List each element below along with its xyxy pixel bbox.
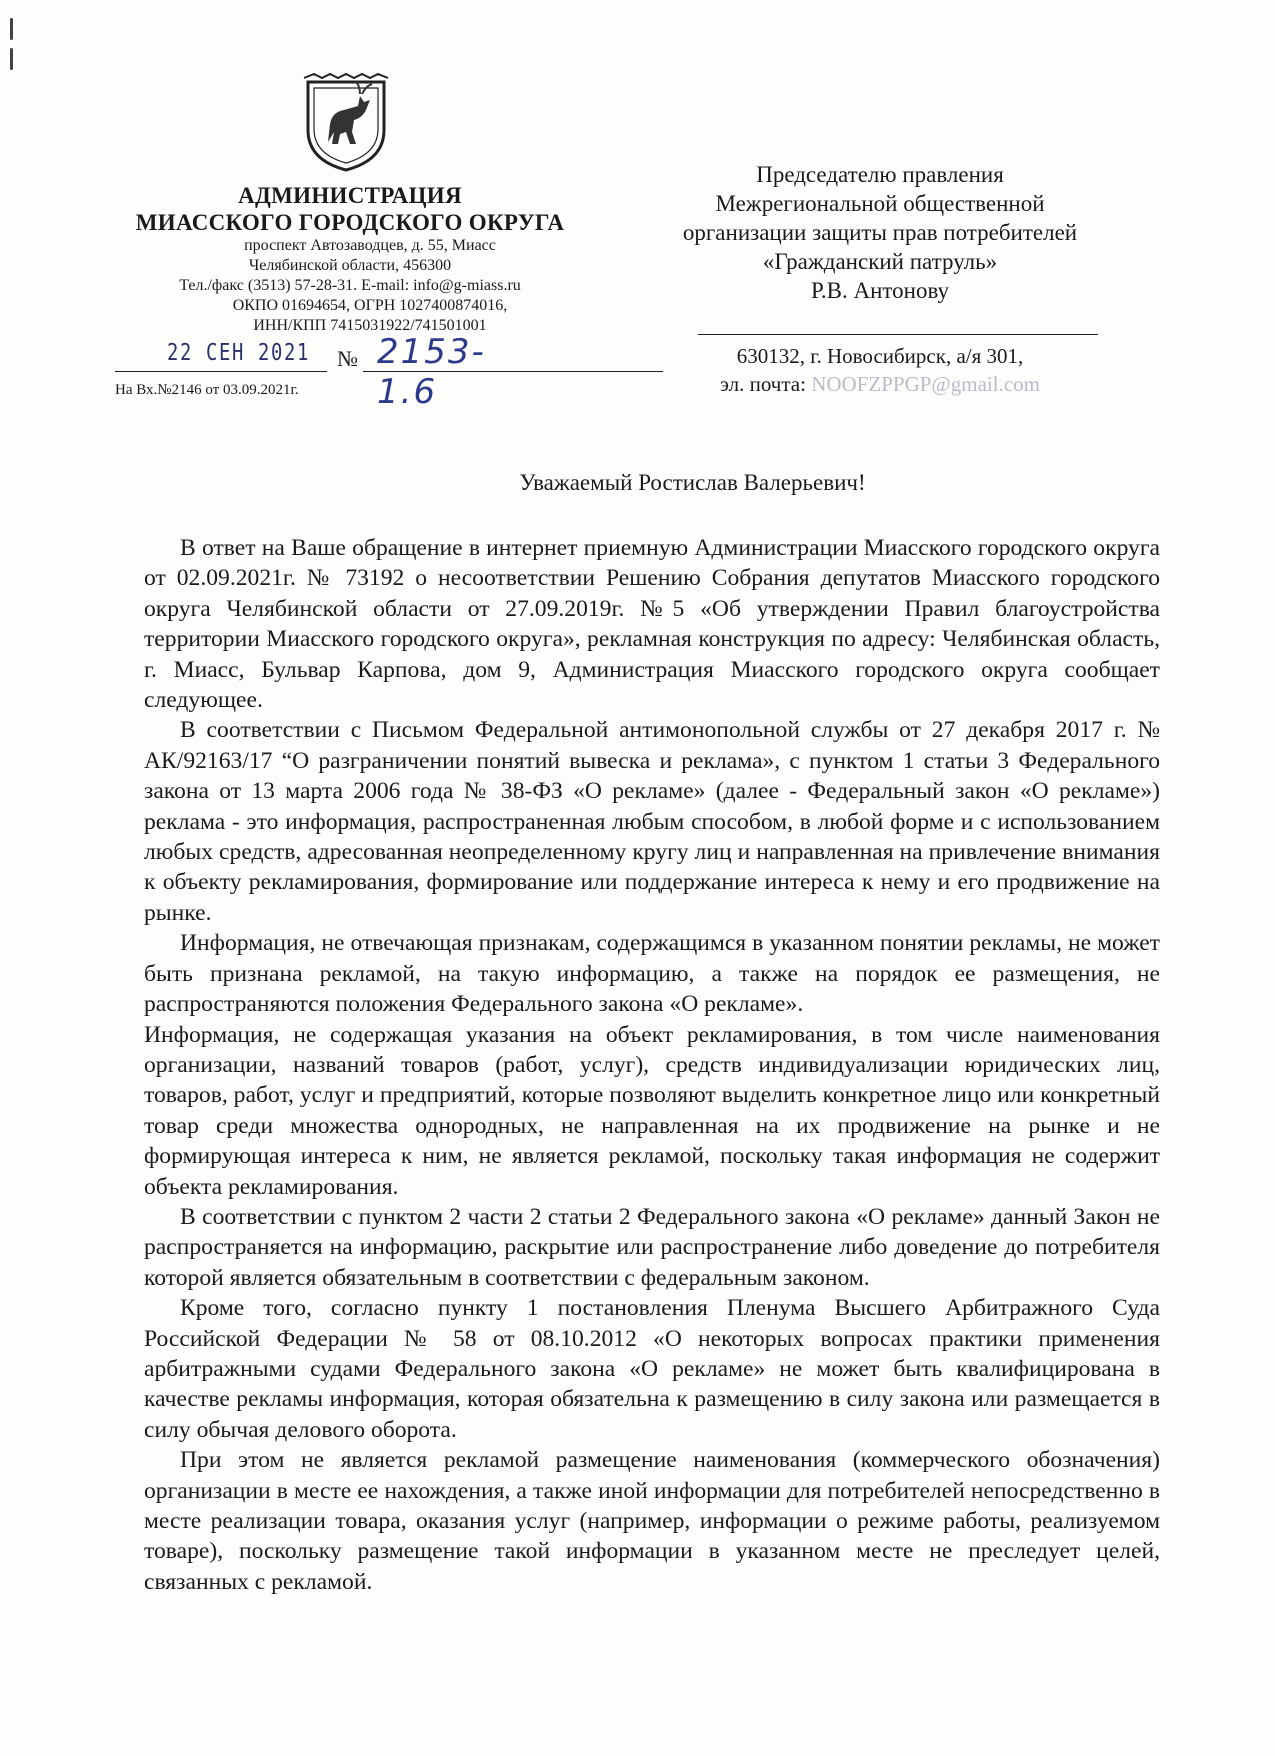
addressee-line: «Гражданский патруль» <box>762 249 998 274</box>
sender-address: Челябинской области, 456300 <box>248 257 452 274</box>
body-paragraph: Информация, не содержащая указания на объект рекламирования, в том числе наименования организации, названий товаров (работ, услуг), средств индивидуализации юридических лиц, товаров, работ, услуг и предприятий, которые позволяют выделить конкретное лицо или конкретный товар среди множества однородных, не направленная на их продвижение на рынке и не формирующая интереса к ним, не является рекламой, поскольку такая информация не содержит объекта рекламирования. <box>144 1021 1160 1200</box>
salutation <box>0 470 1275 496</box>
registration-number: 2153-1.6 <box>377 332 486 412</box>
sender-address: проспект Автозаводцев, д. 55, Миасс <box>244 237 496 254</box>
addressee-block <box>640 160 1120 305</box>
body-paragraph: При этом не является рекламой размещение наименования (коммерческого обозначения) организации в месте ее нахождения, а также иной информации для потребителей непосредственно в месте реализации товара, оказания услуг (например, информации о режиме работы, реализуемом товаре), поскольку размещение такой информации в указанном месте не преследует целей, связанных с рекламой. <box>144 1447 1160 1595</box>
number-sign: № <box>337 346 358 371</box>
sender-org-name: МИАССКОГО ГОРОДСКОГО ОКРУГА <box>135 210 565 235</box>
body-paragraph: В соответствии с Письмом Федеральной антимонопольной службы от 27 декабря 2017 г. № АК/92163/17 “О разграничении понятий вывеска и реклама», с пунктом 1 статьи 3 Федерального закона от 13 марта 2006 года № 38-ФЗ «О рекламе» (далее - Федеральный закон «О рекламе») реклама - это информация, распространенная любым способом, в любой форме и с использованием любых средств, адресованная неопределенному кругу лиц и направленная на привлечение внимания к объекту рекламирования, формирование или поддержание интереса к нему и его продвижение на рынке. <box>144 717 1160 926</box>
postal-address: 630132, г. Новосибирск, а/я 301, <box>736 344 1024 368</box>
letter-body <box>144 533 1160 1597</box>
incoming-reference: На Вх.№2146 от 03.09.2021г. <box>115 382 299 398</box>
addressee-divider <box>698 334 1098 335</box>
body-paragraph: В ответ на Ваше обращение в интернет приемную Администрации Миасского городского округа от 02.09.2021г. № 73192 о несоответствии Решению Собрания депутатов Миасского городского округа Челябинской области от 27.09.2019г. №5 «Об утверждении Правил благоустройства территории Миасского городского округа», рекламная конструкция по адресу: Челябинская область, г. Миасс, Бульвар Карпова, дом 9, Администрация Миасского городского округа сообщает следующее. <box>144 535 1160 714</box>
registration-date-stamp: 22 СЕН 2021 <box>167 340 310 366</box>
salutation-text: Уважаемый Ростислав Валерьевич! <box>519 470 866 495</box>
body-paragraph: Информация, не отвечающая признакам, содержащимся в указанном понятии рекламы, не может быть признана рекламой, на такую информацию, а также на порядок ее размещения, не распространяются положения Федерального закона «О рекламе». <box>144 930 1160 1018</box>
addressee-name: Р.В. Антонову <box>810 278 950 303</box>
scan-mark <box>10 48 13 70</box>
sender-inn: ИНН/КПП 7415031922/741501001 <box>253 317 487 334</box>
email-label: эл. почта: <box>720 372 806 396</box>
addressee-postal <box>640 342 1120 398</box>
body-paragraph: Кроме того, согласно пункту 1 постановления Пленума Высшего Арбитражного Суда Российской Федерации № 58 от 08.10.2012 «О некоторых вопросах практики применения арбитражными судами Федерального закона «О рекламе» не может быть квалифицирована в качестве рекламы информация, которая обязательна к размещению в силу закона или размещается в силу обычая делового оборота. <box>144 1295 1160 1443</box>
sender-org-name: АДМИНИСТРАЦИЯ <box>238 183 462 208</box>
sender-okpo: ОКПО 01694654, ОГРН 1027400874016, <box>232 297 508 314</box>
miass-coat-of-arms-icon <box>300 72 392 174</box>
addressee-line: Межрегиональной общественной <box>715 191 1045 216</box>
addressee-line: организации защиты прав потребителей <box>682 220 1078 245</box>
scan-mark <box>10 18 13 40</box>
email-value: NOOFZPPGP@gmail.com <box>811 372 1040 396</box>
body-paragraph: В соответствии с пунктом 2 части 2 статьи 2 Федерального закона «О рекламе» данный Закон не распространяется на информацию, раскрытие или распространение либо доведение до потребителя которой является обязательным в соответствии с федеральным законом. <box>144 1203 1160 1291</box>
sender-contacts: Тел./факс (3513) 57-28-31. E-mail: info@g-miass.ru <box>179 277 521 294</box>
email-line <box>640 370 1120 398</box>
sender-block <box>110 182 590 336</box>
addressee-line: Председателю правления <box>756 162 1004 187</box>
